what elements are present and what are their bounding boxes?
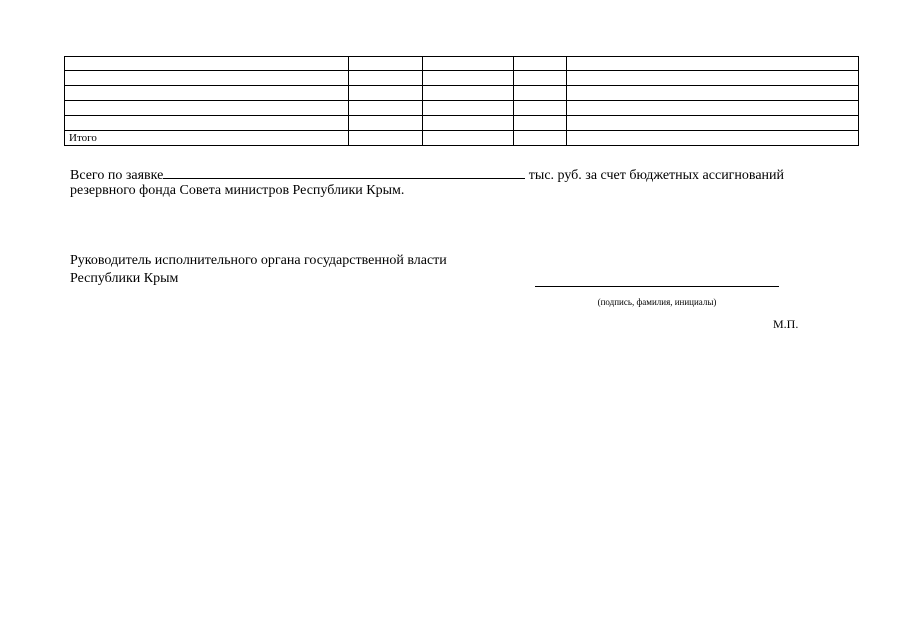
table-cell (349, 101, 423, 116)
reserve-fund-line: резервного фонда Совета министров Республики Крым. (70, 183, 405, 198)
total-request-prefix: Всего по заявке (70, 168, 164, 183)
table-cell (349, 131, 423, 146)
table-cell (567, 86, 859, 101)
table-cell (423, 116, 514, 131)
table-cell (65, 101, 349, 116)
signature-line (535, 286, 779, 287)
table-cell (423, 71, 514, 86)
total-amount-blank (163, 164, 525, 179)
table-cell (65, 86, 349, 101)
table-cell (423, 57, 514, 71)
table-cell (65, 71, 349, 86)
table-cell (514, 86, 567, 101)
signatory-title-line2: Республики Крым (70, 271, 179, 286)
table-cell (423, 131, 514, 146)
table-cell (567, 116, 859, 131)
table-cell (514, 71, 567, 86)
table-row (65, 86, 859, 101)
table-cell (514, 116, 567, 131)
table-body (65, 57, 859, 146)
table-cell (65, 116, 349, 131)
table-cell (349, 71, 423, 86)
table-row (65, 71, 859, 86)
total-request-suffix: тыс. руб. за счет бюджетных ассигнований (528, 168, 785, 183)
table-cell (567, 101, 859, 116)
table-cell (567, 71, 859, 86)
table-cell (567, 57, 859, 71)
signatory-title-line1: Руководитель исполнительного органа государственной власти (70, 253, 447, 268)
table-row (65, 116, 859, 131)
table-cell (349, 57, 423, 71)
table-row (65, 101, 859, 116)
table-cell (349, 116, 423, 131)
table-cell (514, 101, 567, 116)
table-cell (349, 86, 423, 101)
table-cell (567, 131, 859, 146)
appropriations-table (64, 56, 859, 146)
table-cell (423, 101, 514, 116)
seal-placeholder: М.П. (773, 317, 799, 331)
table-cell (514, 131, 567, 146)
table-cell (423, 86, 514, 101)
table-cell (514, 57, 567, 71)
table-row (65, 57, 859, 71)
table-row (65, 131, 859, 146)
signature-caption: (подпись, фамилия, инициалы) (597, 297, 717, 307)
table-cell (65, 57, 349, 71)
table-cell: Итого (65, 131, 349, 146)
